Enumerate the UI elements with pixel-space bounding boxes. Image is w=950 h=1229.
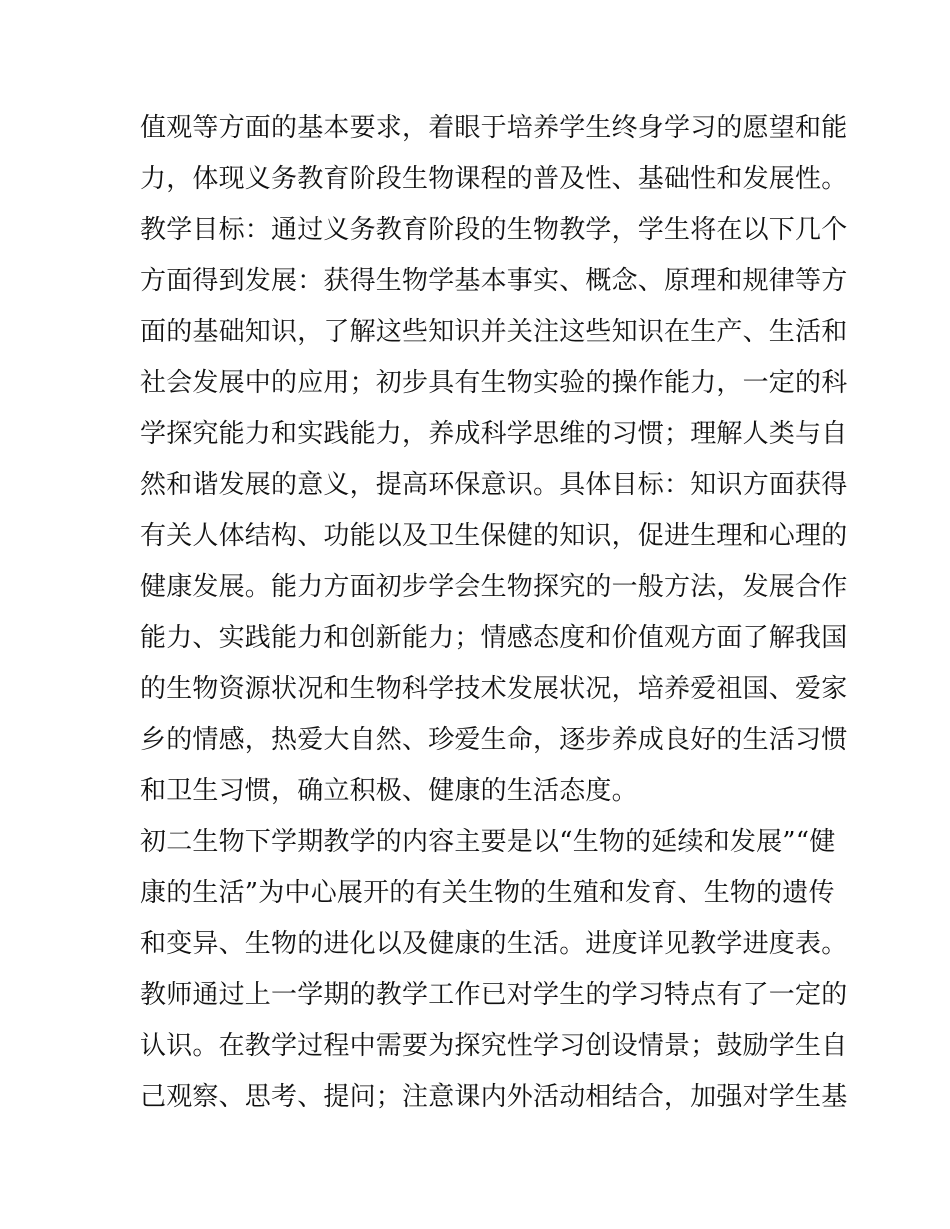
text-line-11: 能力、实践能力和创新能力；情感态度和价值观方面了解我国 (140, 623, 848, 653)
text-line-3: 教学目标：通过义务教育阶段的生物教学，学生将在以下几个 (140, 215, 848, 245)
text-line-13: 乡的情感，热爱大自然、珍爱生命，逐步养成良好的生活习惯 (140, 725, 848, 755)
text-line-2: 力，体现义务教育阶段生物课程的普及性、基础性和发展性。 (140, 164, 848, 194)
text-line-20: 己观察、思考、提问；注意课内外活动相结合，加强对学生基 (140, 1082, 848, 1112)
text-line-4: 方面得到发展：获得生物学基本事实、概念、原理和规律等方 (140, 266, 848, 296)
text-line-18: 教师通过上一学期的教学工作已对学生的学习特点有了一定的 (140, 980, 848, 1010)
text-line-12: 的生物资源状况和生物科学技术发展状况，培养爱祖国、爱家 (140, 674, 848, 704)
text-line-9: 有关人体结构、功能以及卫生保健的知识，促进生理和心理的 (140, 521, 848, 551)
text-line-6: 社会发展中的应用；初步具有生物实验的操作能力，一定的科 (140, 368, 848, 398)
text-line-5: 面的基础知识，了解这些知识并关注这些知识在生产、生活和 (140, 317, 848, 347)
text-line-10: 健康发展。能力方面初步学会生物探究的一般方法，发展合作 (140, 572, 848, 602)
text-line-8: 然和谐发展的意义，提高环保意识。具体目标：知识方面获得 (140, 470, 848, 500)
text-line-17: 和变异、生物的进化以及健康的生活。进度详见教学进度表。 (140, 929, 848, 959)
text-line-7: 学探究能力和实践能力，养成科学思维的习惯；理解人类与自 (140, 419, 848, 449)
text-line-14: 和卫生习惯，确立积极、健康的生活态度。 (140, 776, 638, 806)
text-line-19: 认识。在教学过程中需要为探究性学习创设情景；鼓励学生自 (140, 1031, 848, 1061)
text-line-1: 值观等方面的基本要求，着眼于培养学生终身学习的愿望和能 (140, 113, 848, 143)
text-line-15: 初二生物下学期教学的内容主要是以“生物的延续和发展”“健 (140, 827, 836, 857)
document-body (140, 103, 848, 1123)
text-line-16: 康的生活”为中心展开的有关生物的生殖和发育、生物的遗传 (140, 878, 835, 908)
